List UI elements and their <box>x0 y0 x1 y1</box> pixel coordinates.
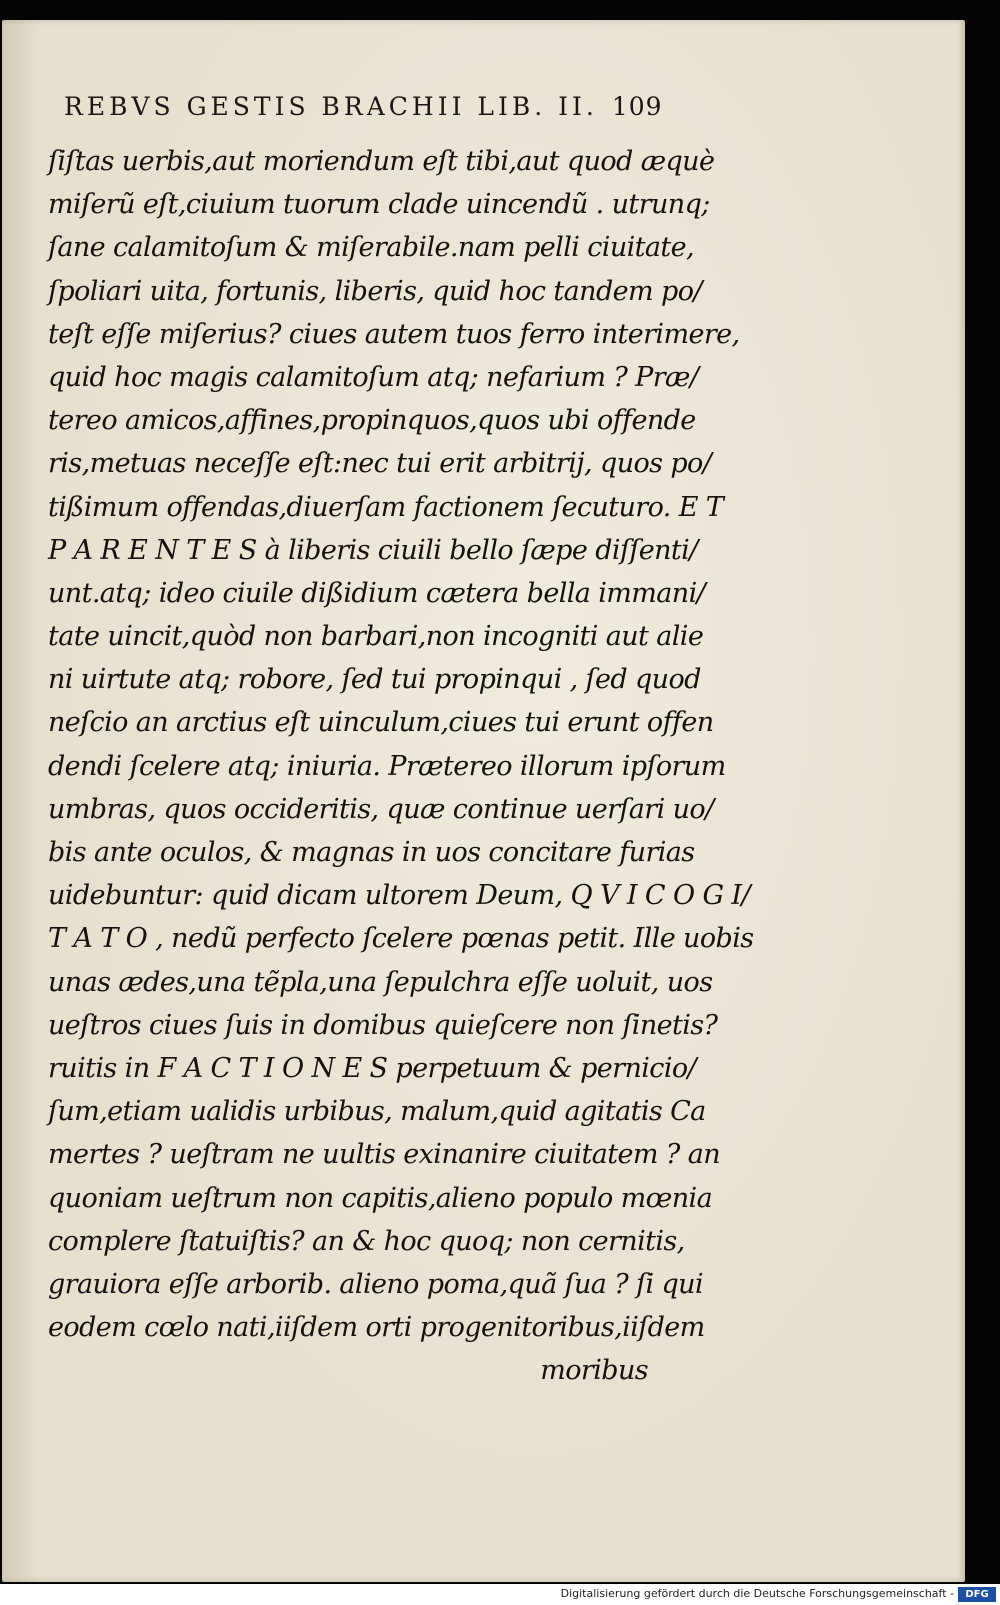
text-line: T A T O , nedũ perfecto ſcelere pœnas petit. Ille uobis <box>48 923 754 955</box>
text-line: unas ædes,una tẽpla,una ſepulchra eſſe uoluit, uos <box>48 966 713 998</box>
text-line: grauiora eſſe arborib. alieno poma,quã ſua ? ſi qui <box>48 1268 704 1300</box>
text-line: ſpoliari uita, fortunis, liberis, quid hoc tandem po/ <box>48 275 702 307</box>
text-block <box>48 140 754 1392</box>
dfg-logo: DFG <box>958 1587 996 1602</box>
text-line: complere ſtatuiſtis? an & hoc quoq; non cernitis, <box>48 1225 685 1257</box>
text-line: teſt eſſe miſerius? ciues autem tuos ferro interimere, <box>48 318 740 350</box>
text-line: ſane calamitoſum & miſerabile.nam pelli ciuitate, <box>48 232 695 264</box>
catchword: moribus <box>540 1355 648 1387</box>
running-head <box>64 92 684 121</box>
text-line: umbras, quos occideritis, quæ continue uerſari uo/ <box>48 793 714 825</box>
text-line: tißimum offendas,diuerſam factionem ſecuturo. E T <box>48 491 724 523</box>
digitization-footer <box>0 1584 1000 1605</box>
text-line: tereo amicos,affines,propinquos,quos ubi offende <box>48 405 696 437</box>
page-number: 109 <box>611 92 663 121</box>
text-line: dendi ſcelere atq; iniuria. Prætereo illorum ipſorum <box>48 750 726 782</box>
text-line: bis ante oculos, & magnas in uos concitare furias <box>48 837 695 868</box>
text-line: miſerũ eſt,ciuium tuorum clade uincendũ . utrunq; <box>48 189 710 221</box>
text-line: P A R E N T E S à liberis ciuili bello ſæpe diſſenti/ <box>48 534 698 566</box>
running-head-title: REBVS GESTIS BRACHII LIB. II. <box>64 92 598 121</box>
text-line: ris,metuas neceſſe eſt:nec tui erit arbitrij, quos po/ <box>48 448 712 480</box>
text-line: ſum,etiam ualidis urbibus, malum,quid agitatis Ca <box>48 1096 706 1128</box>
text-line: ruitis in F A C T I O N E S perpetuum & pernicio/ <box>48 1052 696 1084</box>
text-line: tate uincit,quòd non barbari,non incogniti aut alie <box>48 621 704 653</box>
text-line: ueſtros ciues ſuis in domibus quieſcere non ſinetis? <box>48 1009 718 1041</box>
text-line: quoniam ueſtrum non capitis,alieno populo mœnia <box>48 1182 713 1214</box>
text-line: mertes ? ueſtram ne uultis exinanire ciuitatem ? an <box>48 1139 721 1171</box>
text-line: ſiſtas uerbis,aut moriendum eſt tibi,aut quod æquè <box>48 146 715 177</box>
text-line: quid hoc magis calamitoſum atq; nefarium ? Præ/ <box>48 361 699 393</box>
footer-credit: Digitalisierung gefördert durch die Deutsche Forschungsgemeinschaft - <box>560 1587 954 1600</box>
text-line: neſcio an arctius eſt uinculum,ciues tui erunt offen <box>48 707 714 739</box>
book-page <box>2 20 965 1582</box>
text-line: unt.atq; ideo ciuile dißidium cætera bella immani/ <box>48 577 706 609</box>
text-line: uidebuntur: quid dicam ultorem Deum, Q V I C O G I/ <box>48 880 750 912</box>
text-line: ni uirtute atq; robore, ſed tui propinqui , ſed quod <box>48 664 701 696</box>
text-line: eodem cœlo nati,iiſdem orti progenitoribus,iiſdem <box>48 1312 705 1344</box>
